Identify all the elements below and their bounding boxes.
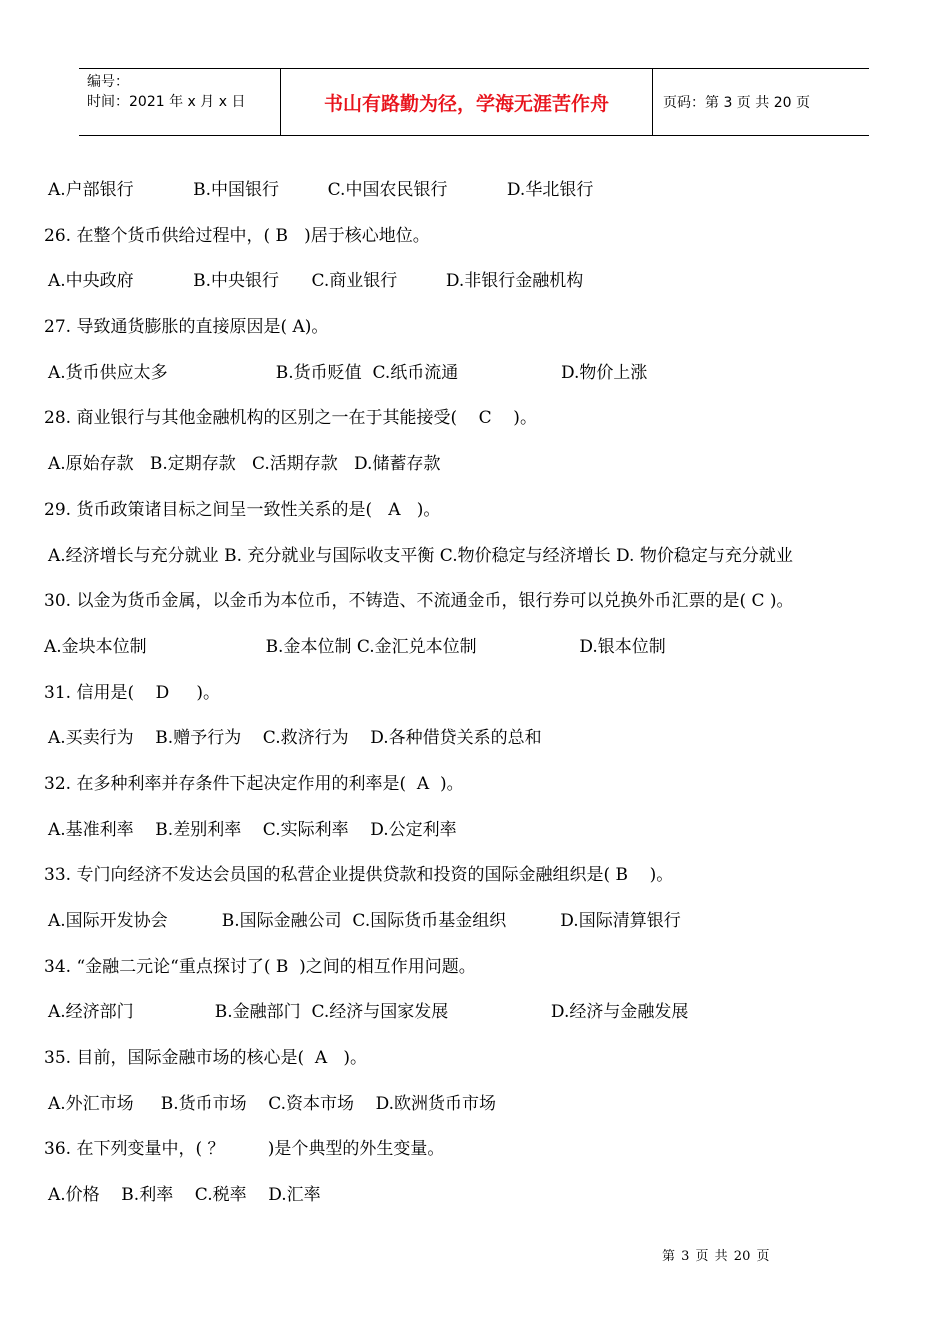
question-text: 31. 信用是( D )。 (44, 682, 220, 703)
answer-options: A.户部银行 B.中国银行 C.中国农民银行 D.华北银行 (48, 180, 594, 200)
question-text: 36. 在下列变量中，( ？ )是个典型的外生变量。 (44, 1139, 445, 1160)
question-text: 28. 商业银行与其他金融机构的区别之一在于其能接受( C )。 (44, 408, 537, 429)
page-header (79, 68, 869, 136)
answer-options: A.基准利率 B.差别利率 C.实际利率 D.公定利率 (48, 819, 457, 840)
answer-options: A.国际开发协会 B.国际金融公司 C.国际货币基金组织 D.国际清算银行 (48, 911, 681, 931)
answer-options: A.原始存款 B.定期存款 C.活期存款 D.储蓄存款 (48, 454, 441, 475)
answer-options: A.价格 B.利率 C.税率 D.汇率 (48, 1185, 321, 1206)
header-time-label: 时间：2021 年 x 月 x 日 (87, 94, 246, 110)
answer-options: A.买卖行为 B.赠予行为 C.救济行为 D.各种借贷关系的总和 (48, 728, 542, 749)
question-text: 27. 导致通货膨胀的直接原因是( A)。 (44, 317, 329, 338)
question-text: 30. 以金为货币金属，以金币为本位币，不铸造、不流通金币，银行券可以兑换外币汇票的是( C )。 (44, 591, 794, 612)
header-motto: 书山有路勤为径，学海无涯苦作舟 (281, 69, 653, 135)
question-text: 33. 专门向经济不发达会员国的私营企业提供贷款和投资的国际金融组织是( B )。 (44, 865, 674, 886)
question-text: A.金块本位制 B.金本位制 C.金汇兑本位制 D.银本位制 (44, 636, 666, 657)
answer-options: A.经济增长与充分就业 B. 充分就业与国际收支平衡 C.物价稳定与经济增长 D. 物价稳定与充分就业 (48, 545, 793, 566)
question-text: 34. “金融二元论“重点探讨了( B )之间的相互作用问题。 (44, 956, 476, 977)
header-meta (79, 69, 281, 135)
answer-options: A.货币供应太多 B.货币贬值 C.纸币流通 D.物价上涨 (48, 362, 648, 383)
answer-options: A.经济部门 B.金融部门 C.经济与国家发展 D.经济与金融发展 (48, 1002, 689, 1023)
page-footer: 第 3 页 共 20 页 (662, 1249, 770, 1264)
answer-options: A.中央政府 B.中央银行 C.商业银行 D.非银行金融机构 (48, 271, 584, 292)
question-text: 29. 货币政策诸目标之间呈一致性关系的是( A )。 (44, 499, 441, 520)
answer-options: A.外汇市场 B.货币市场 C.资本市场 D.欧洲货币市场 (48, 1093, 497, 1114)
header-number-label: 编号： (87, 74, 129, 90)
header-page-info: 页码：第 3 页 共 20 页 (663, 95, 810, 111)
question-text: 35. 目前，国际金融市场的核心是( A )。 (44, 1048, 367, 1069)
question-list (44, 168, 884, 1219)
question-text: 26. 在整个货币供给过程中，( B )居于核心地位。 (44, 225, 430, 246)
question-text: 32. 在多种利率并存条件下起决定作用的利率是( A )。 (44, 773, 464, 794)
